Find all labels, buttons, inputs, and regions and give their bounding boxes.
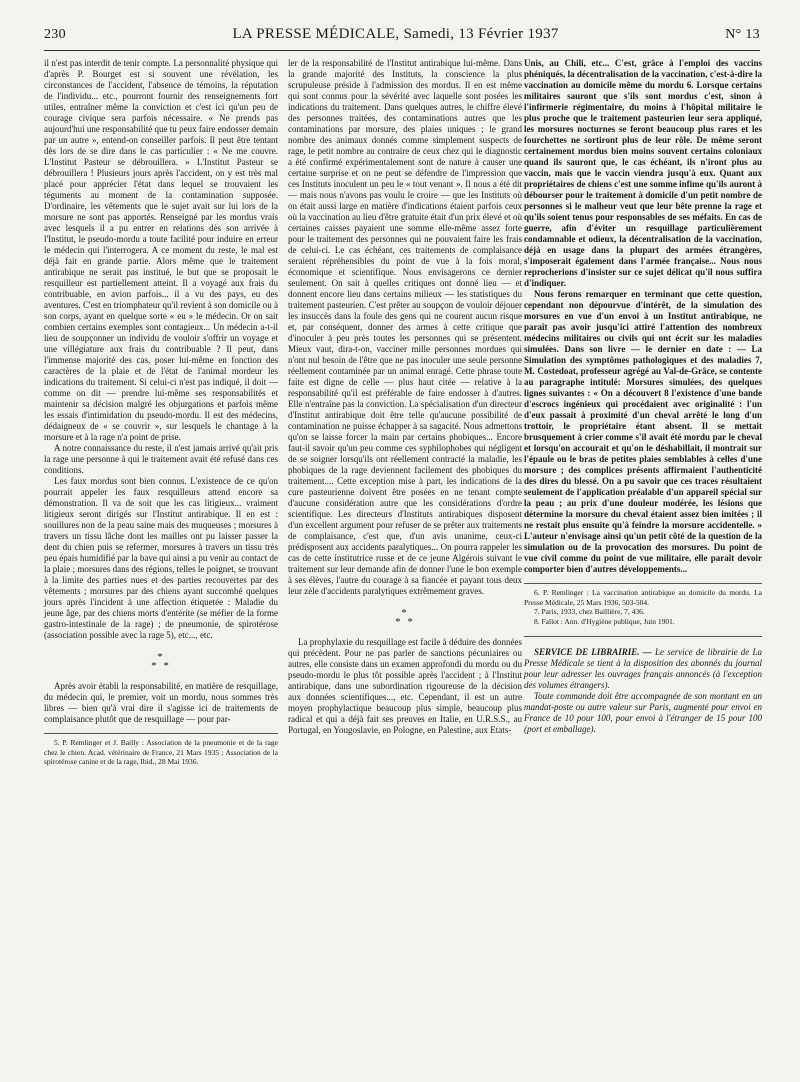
service-text-2: Toute commande doit être accompagnée de son montant en un mandat-poste ou autre valeur sur Paris, augmenté pour envoi en France de 10 pour 100, pour envoi à l'étranger de 15 pour 100 (port et emballage). — [524, 691, 762, 734]
service-notice — [524, 647, 762, 735]
footnote-rule — [524, 583, 762, 584]
paragraph: La prophylaxie du resquillage est facile à déduire des données qui précèdent. Pour ne pas parler de sanctions pécuniaires ou autres, elle consiste dans un examen approfondi du mordu ou du pseudo-mordu le plus tôt possible après l'accident ; à l'Institut antirabique, dans une subordination rigoureuse de la décision aux données scientifiques..., etc. Cependant, il est un autre moyen prophylactique beaucoup plus simple, beaucoup plus radical et qui a déjà fait ses preuves en Italie, en U.R.S.S., au Portugal, en Yougoslavie, en Pologne, en Palestine, aux Etats- — [288, 637, 522, 735]
footnote: 8. Fallot : Ann. d'Hygiène publique, Juin 1901. — [534, 616, 675, 626]
column-1 — [44, 58, 278, 767]
paragraph: Unis, au Chili, etc... C'est, grâce à l'emploi des vaccins phéniqués, la décentralisation de la vaccination, c'est-à-dire la vaccination au domicile même du mordu 6. Lorsque certains militaires sauront que s'ils sont mordus c'est, sinon à l'infirmerie régimentaire, du moins à l'hôpital militaire le plus proche que le traitement pasteurien leur sera appliqué, les morsures nocturnes se feront beaucoup plus rares et les fourchettes ne sortiront plus de leur rôle. De même seront certainement mordus bien moins souvent certains coloniaux quand ils sauront que, le cas échéant, ils n'iront plus au vaccin, mais que le vaccin viendra jusqu'à eux. Quant aux propriétaires de chiens c'est une somme infime qu'ils auront à débourser pour le traitement à domicile d'un petit nombre de personnes si le malheur veut que leur bête prenne la rage et qu'ils soient tenus pour responsables de ses méfaits. En cas de guerre, afin d'éviter un resquillage particulièrement condamnable et odieux, la décentralisation de la vaccination, déjà en usage dans la plupart des armées étrangères, s'imposerait également dans l'armée française... Nous nous reprocherions d'insister sur ce sujet délicat qu'il nous suffira d'indiquer. — [524, 58, 762, 288]
footnote: 7. Paris, 1933, chez Baillière, 7, 436. — [534, 607, 645, 616]
service-text: Le service de librairie de La Presse Médicale se tient à la disposition des abonnés du journal pour leur adresser les ouvrages français annoncés (à l'exception des volumes étrangers). — [524, 647, 763, 690]
column-2 — [288, 58, 522, 736]
paragraph: ler de la responsabilité de l'Institut antirabique lui-même. Dans la grande majorité des Instituts, la conscience la plus scrupuleuse préside à l'admission des mordus. Il en est même qui sont connus pour la sévérité avec laquelle sont posées les indications du traitement. Dans quelques autres, le chiffre élevé des personnes traitées, des contaminations autres que les contaminations par morsure, des plaies uniques ; le grand nombre des animaux donnés comme simplement suspects de rage, le petit nombre au contraire de ceux chez qui le diagnostic a été confirmé expérimentalement sont de nature à causer une certaine surprise et on ne peut se défendre de l'impression que ces Instituts inoculent un peu le « tout venant ». Il nous a été dit — mais nous n'avons pas voulu le croire — que les Instituts où on était aussi large en matière d'indications étaient parfois ceux où la vaccination au lieu d'être gratuite était d'un prix élevé et où certaines caisses payaient une somme elle-même assez forte pour le traitement des personnes qui ne pouvaient faire les frais de celui-ci. Le cas échéant, ces traitements de complaisance seraient répréhensibles du point de vue à la fois moral, économique et scientifique. Nous envisagerons ce dernier seulement. On sait à quelles critiques ont donné lieu — et donnent encore lieu dans certains milieux — les statistiques du traitement pasteurien. C'est prêter au soupçon de vouloir déjouer les insuccès dans la foule des gens qui ne courent aucun risque et, par conséquent, donner des armes à cette critique que d'inoculer à peu près toutes les personnes qui se présentent. Mieux vaut, dira-t-on, vacciner mille personnes mordues qui n'ont nul besoin de l'être que ne pas inoculer une seule personne réellement contaminée par un animal enragé. Cette phrase toute faite est digne de celle — plus haut citée — relative à la responsabilité qu'il est préférable de faire endosser à d'autres. Elle n'entraîne pas la conviction. La spécialisation d'un directeur d'Institut antirabique doit être telle qu'aucune possibilité de contamination ne puisse échapper à sa sagacité. Nous admettons qu'on se laisse forcer la main par certains phobiques... Encore faut-il savoir qu'un peu comme ces syphilophobes qui négligent de se soigner lorsqu'ils ont réellement contracté la maladie, les phobiques de la rage deviennent facilement des phobiques du traitement.... Cette exception mise à part, les indications de la cure pasteurienne doivent être posées en ne tenant compte d'aucune considération autre que les considérations d'ordre scientifique. Les directeurs d'Instituts antirabiques disposent d'un excellent argument pour refuser de se prêter aux traitements de complaisance, c'est que, d'un avis unanime, ceux-ci prédisposent aux accidents paralytiques... On pourra rappeler les cas de cette institutrice russe et de ce jeune Algérois suivant le traitement sur leur demande afin de donner l'une le bon exemple à ses élèves, l'autre du courage à sa fiancée et payant tous deux leur zèle d'accidents paralytiques extrêmement graves. — [288, 58, 522, 596]
page-header — [44, 26, 760, 48]
footnote: 6. P. Remlinger : La vaccination antirabique au domicile du mordu. La Presse Médicale, 25 Mars 1936, 503-504. — [524, 588, 762, 607]
service-heading: SERVICE DE LIBRAIRIE. — — [534, 647, 652, 657]
footnote: 5. P. Remlinger et J. Bailly : Association de la pneumonie et de la rage chez le chien. Acad. vétérinaire de France, 21 Mars 1935 ; Association de la spirotérose canine et de la rage, Ibid., 28 Mai 1936. — [44, 738, 278, 766]
section-separator: * * * — [151, 651, 171, 672]
page-number: 230 — [44, 27, 66, 42]
footnote-rule — [524, 636, 762, 637]
issue-number: N° 13 — [725, 27, 760, 42]
paragraph: Après avoir établi la responsabilité, en matière de resquillage, du médecin qui, le premier, voit un mordu, nous sommes très libres — bien qu'à vrai dire il s'agisse ici de traitements de complaisance plutôt que de resquillage — pour par- — [44, 681, 278, 724]
paragraph: A notre connaissance du reste, il n'est jamais arrivé qu'ait pris la rage une personne à qui le traitement avait été refusé dans ces conditions. — [44, 443, 278, 475]
paragraph: Nous ferons remarquer en terminant que cette question, cependant non dépourvue d'intérêt, de la simulation des morsures en vue d'un envoi à un Institut antirabique, ne paraît pas avoir jusqu'ici attiré l'attention des nombreux médecins militaires ou civils qui ont écrit sur les maladies simulées. Dans son livre — le dernier en date : — La Simulation des symptômes pathologiques et des maladies 7, M. Costedoat, professeur agrégé au Val-de-Grâce, se contente au paragraphe intitulé: Morsures simulées, des quelques lignes suivantes : « On a découvert 8 l'existence d'une bande d'escrocs ingénieux qui procédaient avec originalité : l'un d'eux passait à proximité d'un cheval arrêté le long d'un trottoir, le propriétaire étant absent. Il se mettait brusquement à crier comme s'il avait été mordu par le cheval et lorsqu'on accourait et qu'on le déshabillait, il montrait sur l'épaule ou le bras de petites plaies semblables à celles d'une morsure ; des complices présents affirmaient l'authenticité des dires du blessé. On a pu savoir que ces traces résultaient seulement de l'application préalable d'un appareil spécial sur la peau ; au prix d'une douleur modérée, les lésions que détermine la morsure du cheval étaient assez bien imitées ; il ne restait plus ensuite qu'à feindre la morsure accidentelle. » L'auteur n'envisage ainsi qu'un petit côté de la question de la simulation ou de la provocation des morsures. Du point de vue civil comme du point de vue militaire, elle paraît devoir comporter bien d'autres développements... — [524, 289, 762, 574]
paragraph: Les faux mordus sont bien connus. L'existence de ce qu'on pourrait appeler les faux resquilleurs attend encore sa démonstration. Il va de soit que les cas litigieux... vraiment litigieux seront dirigés sur l'Institut antirabique. Il en est : souillures non de la peau saine mais des muqueuses ; morsures à travers un tissu lâche dont les mailles ont pu laisser passer la dent du chien puis se refermer, morsures à travers un tissu très peu épais humidifié par la bave qui ainsi a pu venir au contact de la plaie ; morsures dans des régions, telles le poignet, se trouvant à la limite des parties nues et des parties recouvertes par des vêtements ; morsures par des chiens ayant succombé quelques jours après l'incident à une affection étiquetée : Maladie du jeune âge, par des chiens morts d'entérite (se méfier de la forme gastro-intestinale de la rage) ; de pneumonie, de spirotérose (association possible avec la rage 5), etc..., etc. — [44, 476, 278, 640]
section-separator: * * * — [395, 607, 415, 628]
footnote-rule — [44, 733, 278, 734]
header-rule — [44, 50, 760, 51]
column-3 — [524, 58, 762, 735]
paragraph: il n'est pas interdit de tenir compte. La personnalité physique qui d'après P. Bourget est si souvent une révélation, les circonstances de l'accident, l'absence de témoins, la réputation de l'individu... etc., pourront fournir des renseignements fort utiles, entraîner même la conviction et c'est ici qu'un peu de courage civique sera parfois nécessaire. « Ne prends pas aujourd'hui une responsabilité que tu peux faire endosser demain par un autre », entend-on conseiller parfois. Il peut être tentant dès lors de se dire dans le cas particulier : « Ne me couvre. L'Institut Pasteur se débrouillera. » L'Institut Pasteur se débrouillera ! Plusieurs jours après l'accident, on y est très mal placé pour apprécier l'état dans lequel se trouvaient les téguments au moment de la contamination supposée. D'ordinaire, les vêtements que le sujet avait sur lui lors de la morsure ne sont pas apportés. Renseigné par les mordus vrais avec lesquels il a pu entrer en relations dès son arrivée à l'Institut, le pseudo-mordu a toute facilité pour induire en erreur le médecin qui l'interrogera. A ce moment du reste, le mal est déjà fait en grande partie. Alors même que le traitement antirabique ne serait pas institué, le but que se proposait le resquilleur est partiellement atteint. Il a voyagé aux frais du contribuable, en avion parfois... il a vu des pays, eu des aventures. C'est en triomphateur qu'il revient à son domicile ou à son corps, ayant en quelque sorte « eu » le médecin. Or on sait combien certains exemples sont contagieux... Un médecin a-t-il lieu de soupçonner un individu de vouloir s'offrir un voyage et une villégiature aux frais du contribuable ? Il peut, dans l'immense majorité des cas, poser lui-même en fonction des caractères de la plaie et de l'état de l'animal mordeur les indications du traitement. Si celui-ci n'est pas indiqué, il doit — comme on dit — prendre lui-même ses responsabilités et maintenir sa décision malgré les objurgations et parfois même les essais d'intimidation du pseudo-mordu. Il est des médecins, dédaigneux de « se couvrir », sur lesquels le chantage à la morsure et à la rage n'a point de prise. — [44, 58, 278, 442]
journal-title: LA PRESSE MÉDICALE, Samedi, 13 Février 1937 — [232, 26, 559, 42]
